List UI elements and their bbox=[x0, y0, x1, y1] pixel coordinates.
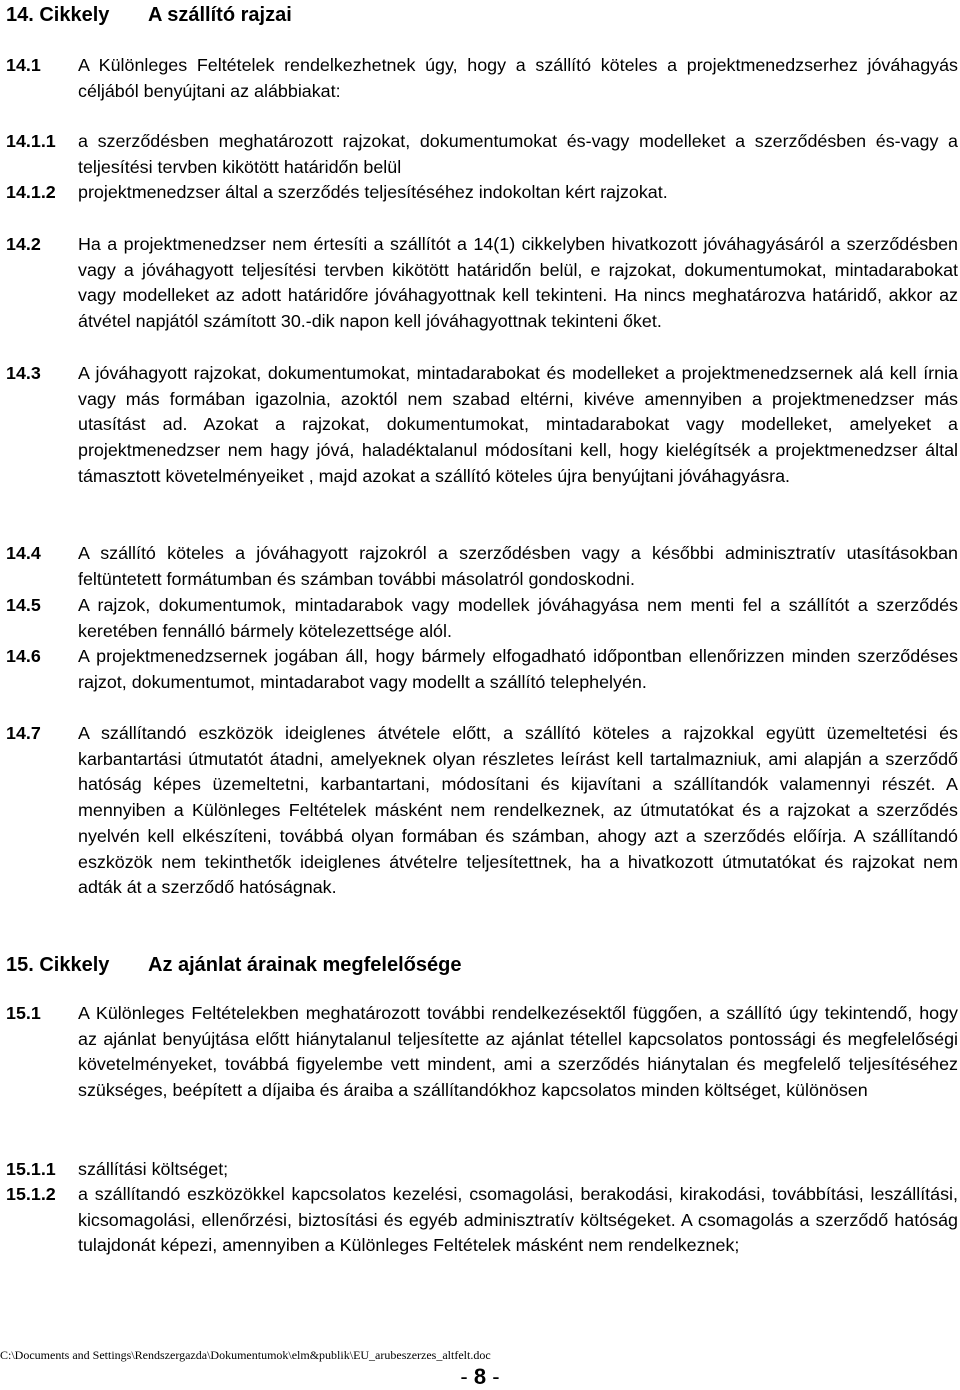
paragraph-text: a szállítandó eszközökkel kapcsolatos kezelési, csomagolási, berakodási, kirakodási, továbbítási, leszállítási, kicsomagolási, ellenőrzési, biztosítási és egyéb adminisztratív költségeket. A csomagolás a szerződő hatóság tulajdonát képezi, amennyiben a Különleges Feltételek másként nem rendelkeznek; bbox=[78, 1184, 958, 1256]
page-number-prefix: - bbox=[460, 1364, 474, 1389]
paragraph-text: A rajzok, dokumentumok, mintadarabok vagy modellek jóváhagyása nem menti fel a szállítót a szerződés keretében fennálló bármely kötelezettsége alól. bbox=[78, 595, 958, 641]
paragraph-15-1-1 bbox=[6, 1157, 958, 1183]
page-number-suffix: - bbox=[486, 1364, 500, 1389]
paragraph-14-1-2 bbox=[6, 180, 958, 206]
paragraph-number: 14.1 bbox=[6, 55, 41, 75]
page-number bbox=[0, 1364, 960, 1390]
section-number: 14. Cikkely bbox=[6, 4, 110, 26]
paragraph-number: 14.6 bbox=[6, 646, 41, 666]
section-title: A szállító rajzai bbox=[148, 4, 292, 26]
paragraph-text: A szállító köteles a jóváhagyott rajzokról a szerződésben vagy a későbbi adminisztratív utasításokban feltüntetett formátumban és számban további másolatról gondoskodni. bbox=[78, 543, 958, 589]
paragraph-14-1-1 bbox=[6, 129, 958, 180]
page-number-value: 8 bbox=[473, 1364, 487, 1389]
paragraph-14-6 bbox=[6, 644, 958, 695]
paragraph-text: A projektmenedzsernek jogában áll, hogy bármely elfogadható időpontban ellenőrizzen minden szerződéses rajzot, dokumentumot, mintadarabot vagy modellt a szállító telephelyén. bbox=[78, 646, 958, 692]
section-heading-14 bbox=[6, 2, 292, 28]
paragraph-number: 14.7 bbox=[6, 723, 41, 743]
paragraph-text: Ha a projektmenedzser nem értesíti a szállítót a 14(1) cikkelyben hivatkozott jóváhagyásáról a szerződésben vagy a jóváhagyott teljesítési tervben kikötött határidőn belül, e rajzokat, dokumentumokat, mintadarabokat vagy modelleket az adott határidőre jóváhagyottnak kell tekinteni. Ha nincs meghatározva határidő, akkor az átvétel napjától számított 30.-dik napon kell jóváhagyottnak tekinteni őket. bbox=[78, 234, 958, 332]
section-number: 15. Cikkely bbox=[6, 954, 110, 976]
paragraph-text: A jóváhagyott rajzokat, dokumentumokat, mintadarabokat és modelleket a projektmenedzsernek alá kell írnia vagy más formában igazolnia, azoktól nem szabad eltérni, kivéve amennyiben a projektmenedzser más utasítást ad. Azokat a rajzokat, dokumentumokat, mintadarabokat vagy modelleket, amelyeket a projektmenedzser nem hagy jóvá, haladéktalanul módosítani kell, hogy kielégítsék a projektmenedzser által támasztott követelményeiket , majd azokat a szállító köteles újra benyújtani jóváhagyásra. bbox=[78, 363, 958, 486]
section-heading-15 bbox=[6, 952, 461, 978]
document-page bbox=[6, 0, 958, 1388]
paragraph-14-1 bbox=[6, 53, 958, 104]
paragraph-14-4 bbox=[6, 541, 958, 592]
paragraph-number: 14.3 bbox=[6, 363, 41, 383]
paragraph-number: 14.1.2 bbox=[6, 182, 56, 202]
paragraph-14-2 bbox=[6, 232, 958, 335]
paragraph-text: A Különleges Feltételekben meghatározott további rendelkezésektől függően, a szállító úgy tekintendő, hogy az ajánlat benyújtása előtt hiánytalanul teljesítette az ajánlat tétellel kapcsolatos pontossági és megfelelőségi követelményeket, továbbá figyelembe vett mindent, ami a szerződés hiánytalan és megfelelő teljesítéséhez szükséges, beépített a díjaiba és áraiba a szállítandókhoz kapcsolatos minden költséget, különösen bbox=[78, 1003, 958, 1101]
paragraph-text: A Különleges Feltételek rendelkezhetnek úgy, hogy a szállító köteles a projektmenedzserhez jóváhagyás céljából benyújtani az alábbiakat: bbox=[78, 55, 958, 101]
paragraph-14-7 bbox=[6, 721, 958, 901]
paragraph-number: 15.1.2 bbox=[6, 1184, 56, 1204]
paragraph-15-1 bbox=[6, 1001, 958, 1104]
footer-file-path: C:\Documents and Settings\Rendszergazda\Dokumentumok\elm&publik\EU_arubeszerzes_altfelt.doc bbox=[0, 1348, 491, 1362]
paragraph-number: 15.1 bbox=[6, 1003, 41, 1023]
paragraph-15-1-2 bbox=[6, 1182, 958, 1259]
paragraph-text: szállítási költséget; bbox=[78, 1159, 229, 1179]
paragraph-number: 14.1.1 bbox=[6, 131, 56, 151]
section-title: Az ajánlat árainak megfelelősége bbox=[148, 954, 462, 976]
paragraph-number: 14.4 bbox=[6, 543, 41, 563]
paragraph-number: 15.1.1 bbox=[6, 1159, 56, 1179]
paragraph-text: a szerződésben meghatározott rajzokat, dokumentumokat és-vagy modelleket a szerződésben és-vagy a teljesítési tervben kikötött határidőn belül bbox=[78, 131, 958, 177]
paragraph-text: A szállítandó eszközök ideiglenes átvétele előtt, a szállító köteles a rajzokkal együtt üzemeltetési és karbantartási útmutatót átadni, amelyeknek olyan részletes leírást kell tartalmazniuk, ami alapján a szerződő hatóság képes üzemeltetni, karbantartani, módosítani és kijavítani a szállítandók valamennyi részét. A mennyiben a Különleges Feltételek másként nem rendelkeznek, az útmutatókat és a rajzokat a szerződés nyelvén kell elkészíteni, továbbá olyan formában és számban, ahogy azt a szerződés előírja. A szállítandó eszközök nem tekinthetők ideiglenes átvételre teljesítettnek, ha a hivatkozott útmutatókat és rajzokat nem adták át a szerződő hatóságnak. bbox=[78, 723, 958, 898]
paragraph-text: projektmenedzser által a szerződés teljesítéséhez indokoltan kért rajzokat. bbox=[78, 182, 668, 202]
paragraph-number: 14.5 bbox=[6, 595, 41, 615]
paragraph-14-3 bbox=[6, 361, 958, 490]
paragraph-14-5 bbox=[6, 593, 958, 644]
paragraph-number: 14.2 bbox=[6, 234, 41, 254]
